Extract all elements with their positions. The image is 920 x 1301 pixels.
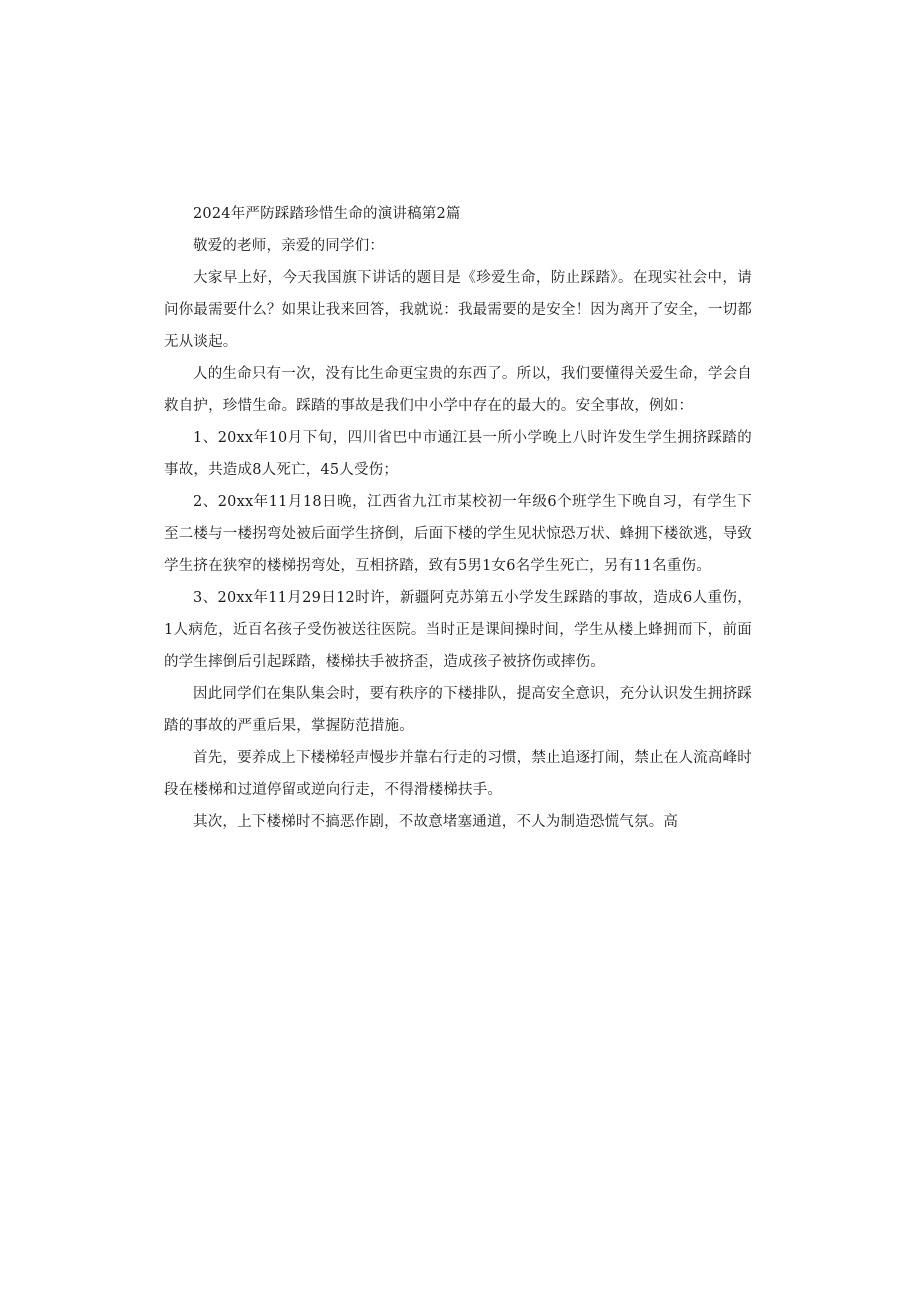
body-paragraph: 因此同学们在集队集会时，要有秩序的下楼排队，提高安全意识，充分认识发生拥挤踩踏的事故的严重后果，掌握防范措施。	[164, 686, 752, 734]
document-body	[164, 198, 752, 838]
incident-paragraph: 3、20xx年11月29日12时许，新疆阿克苏第五小学发生踩踏的事故，造成6人重伤，1人病危，近百名孩子受伤被送往医院。当时正是课间操时间，学生从楼上蜂拥而下，前面的学生摔倒后引起踩踏，楼梯扶手被挤歪，造成孩子被挤伤或摔伤。	[164, 590, 752, 670]
body-paragraph: 其次，上下楼梯时不搞恶作剧，不故意堵塞通道，不人为制造恐慌气氛。高	[193, 814, 679, 830]
body-paragraph: 大家早上好，今天我国旗下讲话的题目是《珍爱生命，防止踩踏》。在现实社会中，请问你最需要什么？如果让我来回答，我就说：我最需要的是安全！因为离开了安全，一切都无从谈起。	[164, 270, 752, 350]
salutation-paragraph: 敬爱的老师，亲爱的同学们：	[193, 238, 385, 254]
body-paragraph: 人的生命只有一次，没有比生命更宝贵的东西了。所以，我们要懂得关爱生命，学会自救自护，珍惜生命。踩踏的事故是我们中小学中存在的最大的。安全事故，例如：	[164, 366, 752, 414]
incident-paragraph: 2、20xx年11月18日晚，江西省九江市某校初一年级6个班学生下晚自习，有学生下至二楼与一楼拐弯处被后面学生挤倒，后面下楼的学生见状惊恐万状、蜂拥下楼欲逃，导致学生挤在狭窄的楼梯拐弯处，互相挤踏，致有5男1女6名学生死亡，另有11名重伤。	[164, 494, 752, 574]
document-title: 2024年严防踩踏珍惜生命的演讲稿第2篇	[193, 206, 461, 222]
body-paragraph: 首先，要养成上下楼梯轻声慢步并靠右行走的习惯，禁止追逐打闹，禁止在人流高峰时段在楼梯和过道停留或逆向行走，不得滑楼梯扶手。	[164, 750, 752, 798]
incident-paragraph: 1、20xx年10月下旬，四川省巴中市通江县一所小学晚上八时许发生学生拥挤踩踏的事故，共造成8人死亡，45人受伤；	[164, 430, 752, 478]
